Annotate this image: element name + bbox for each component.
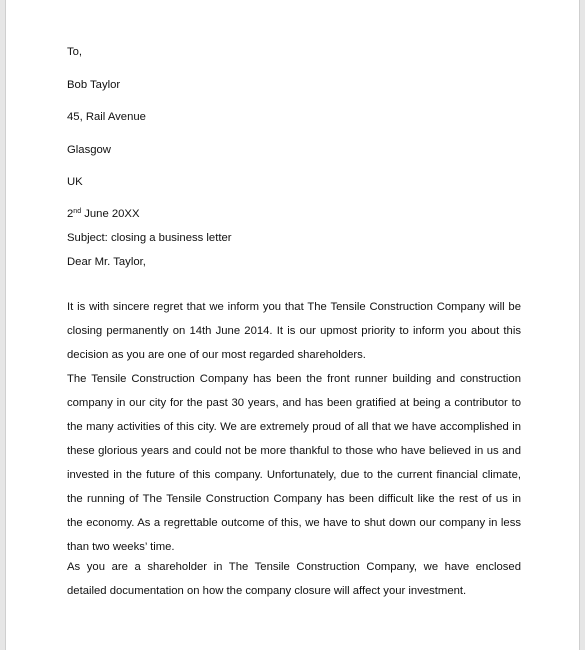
salutation-to: To,: [67, 46, 83, 58]
paragraph-1: It is with sincere regret that we inform you that The Tensile Construction Company will be closing permanently on 14th June 2014. It is our upmost priority to inform you about this decision as you are one of our most regarded shareholders.: [67, 301, 521, 361]
letter-date: [67, 208, 140, 220]
date-day: 2: [67, 208, 74, 220]
address-street: 45, Rail Avenue: [67, 111, 146, 123]
date-month-year: June 20XX: [81, 208, 140, 220]
paragraph-3: As you are a shareholder in The Tensile Construction Company, we have enclosed detailed documentation on how the company closure will affect your investment.: [67, 561, 521, 597]
address-city: Glasgow: [67, 144, 111, 156]
date-suffix: nd: [73, 208, 82, 215]
greeting: Dear Mr. Taylor,: [67, 256, 146, 268]
recipient-name: Bob Taylor: [67, 79, 121, 91]
address-country: UK: [67, 176, 83, 188]
document-page: [5, 0, 580, 650]
subject-line: Subject: closing a business letter: [67, 232, 232, 244]
paragraph-2: The Tensile Construction Company has been the front runner building and construction company in our city for the past 30 years, and has been gratified at being a contributor to the many activities of this city. We are extremely proud of all that we have accomplished in these glorious years and could not be more thankful to those who have believed in us and invested in the future of this company. Unfortunately, due to the current financial climate, the running of The Tensile Construction Company has been difficult like the rest of us in the economy. As a regrettable outcome of this, we have to shut down our company in less than two weeks’ time.: [67, 373, 521, 553]
